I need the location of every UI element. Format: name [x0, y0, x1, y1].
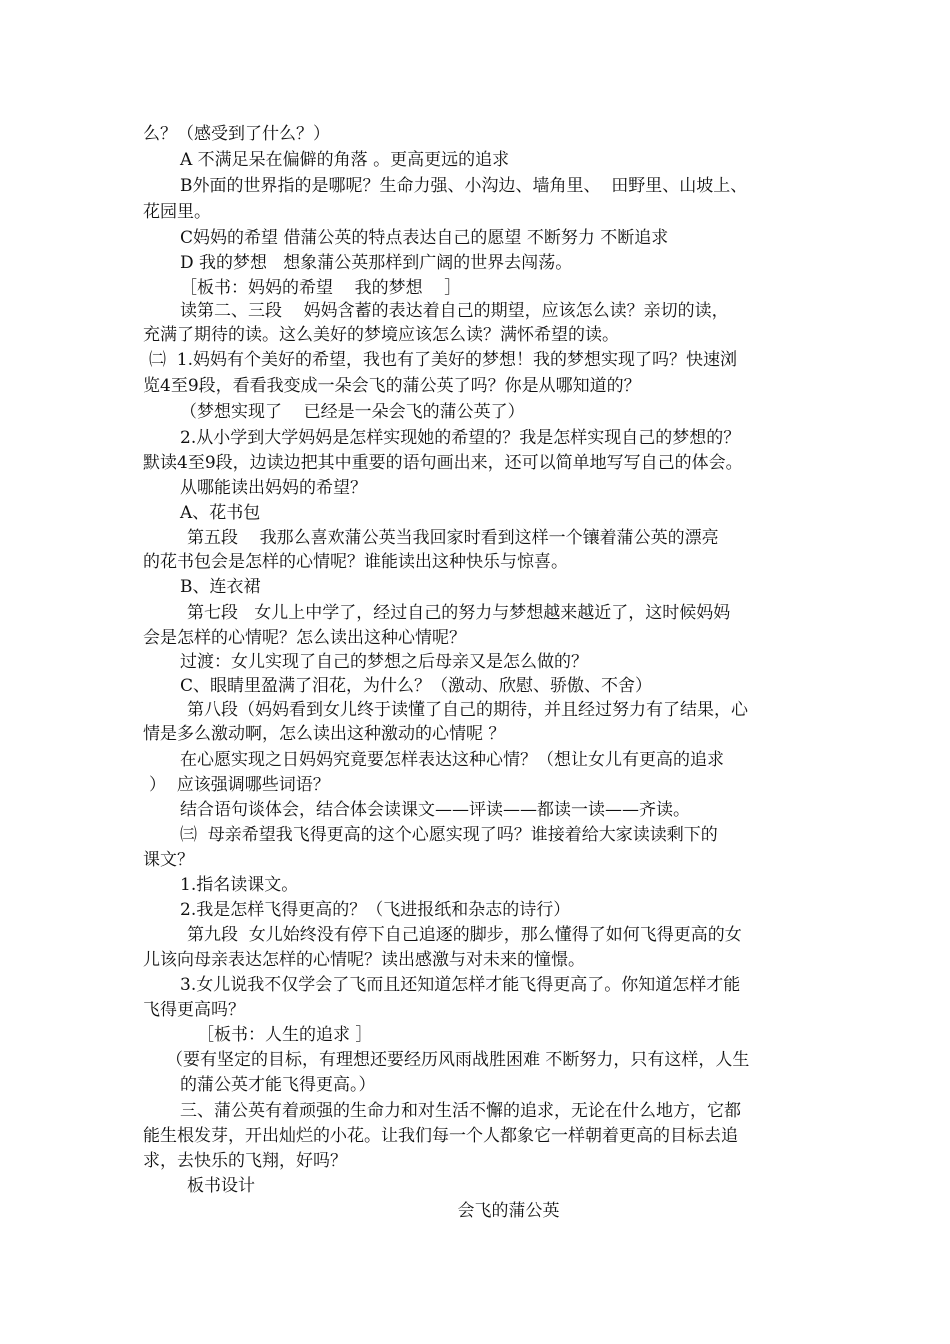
text-line: 3.女儿说我不仅学会了飞而且还知道怎样才能飞得更高了。你知道怎样才能 [180, 975, 741, 995]
text-line: 默读4至9段，边读边把其中重要的语句画出来，还可以简单地写写自己的体会。 [143, 453, 743, 473]
text-line: 儿该向母亲表达怎样的心情呢？读出感激与对未来的憧憬。 [143, 950, 585, 970]
text-line: 2.从小学到大学妈妈是怎样实现她的希望的？我是怎样实现自己的梦想的？ [180, 428, 741, 448]
text-line: C、眼睛里盈满了泪花，为什么？（激动、欣慰、骄傲、不舍） [180, 676, 653, 696]
text-line: D 我的梦想 想象蒲公英那样到广阔的世界去闯荡。 [180, 253, 573, 273]
text-line: 第五段 我那么喜欢蒲公英当我回家时看到这样一个镶着蒲公英的漂亮 [187, 528, 719, 548]
text-line: 第七段 女儿上中学了，经过自己的努力与梦想越来越近了，这时候妈妈 [187, 603, 731, 623]
text-line: 三、蒲公英有着顽强的生命力和对生活不懈的追求，无论在什么地方，它都 [180, 1101, 741, 1121]
board-note: ［板书：妈妈的希望 我的梦想 ］ [180, 278, 462, 298]
text-line: ） 应该强调哪些词语？ [149, 775, 330, 795]
text-line: （要有坚定的目标，有理想还要经历风雨战胜困难 不断努力，只有这样，人生 [166, 1050, 750, 1070]
text-line: （梦想实现了 已经是一朵会飞的蒲公英了） [180, 402, 525, 422]
text-line: 览4至9段，看看我变成一朵会飞的蒲公英了吗？你是从哪知道的？ [143, 376, 641, 396]
text-line: 1.指名读课文。 [180, 875, 299, 895]
text-line: 课文？ [143, 850, 194, 870]
text-line: A、花书包 [180, 503, 261, 523]
text-line: 第九段 女儿始终没有停下自己追逐的脚步，那么懂得了如何飞得更高的女 [187, 925, 742, 945]
text-line: 在心愿实现之日妈妈究竟要怎样表达这种心情？（想让女儿有更高的追求 [180, 750, 724, 770]
text-line: 的蒲公英才能飞得更高。） [180, 1075, 376, 1095]
text-line: 么？（感受到了什么？） [143, 124, 330, 144]
text-line: B、连衣裙 [180, 577, 261, 597]
text-line: 第八段（妈妈看到女儿终于读懂了自己的期待，并且经过努力有了结果，心 [187, 700, 748, 720]
text-line: 花园里。 [143, 202, 211, 222]
text-line: 会是怎样的心情呢？怎么读出这种心情呢？ [143, 628, 466, 648]
text-line: 充满了期待的读。这么美好的梦境应该怎么读？满怀希望的读。 [143, 325, 619, 345]
text-line: 能生根发芽，开出灿烂的小花。让我们每一个人都象它一样朝着更高的目标去追 [143, 1126, 738, 1146]
board-design-heading: 板书设计 [187, 1176, 255, 1196]
section-heading: ㈢ 母亲希望我飞得更高的这个心愿实现了吗？谁接着给大家读读剩下的 [180, 825, 718, 845]
text-line: 从哪能读出妈妈的希望？ [180, 478, 367, 498]
text-line: 飞得更高吗？ [143, 1000, 245, 1020]
text-line: B外面的世界指的是哪呢？生命力强、小沟边、墙角里、 田野里、山坡上、 [180, 176, 748, 196]
text-line: 的花书包会是怎样的心情呢？谁能读出这种快乐与惊喜。 [143, 552, 568, 572]
text-line: C妈妈的希望 借蒲公英的特点表达自己的愿望 不断努力 不断追求 [180, 228, 669, 248]
text-line: 2.我是怎样飞得更高的？（飞进报纸和杂志的诗行） [180, 900, 571, 920]
text-line: 过渡：女儿实现了自己的梦想之后母亲又是怎么做的？ [180, 652, 588, 672]
text-line: 读第二、三段 妈妈含蓄的表达着自己的期望，应该怎么读？亲切的读， [180, 301, 729, 321]
board-design-title: 会飞的蒲公英 [457, 1201, 560, 1221]
text-line: 求，去快乐的飞翔，好吗？ [143, 1151, 347, 1171]
text-line: 结合语句谈体会，结合体会读课文——评读——都读一读——齐读。 [180, 800, 690, 820]
board-note: ［板书：人生的追求 ］ [197, 1025, 373, 1045]
section-heading: ㈡ 1.妈妈有个美好的希望，我也有了美好的梦想！我的梦想实现了吗？快速浏 [149, 350, 738, 370]
text-line: 情是多么激动啊，怎么读出这种激动的心情呢 ？ [143, 724, 506, 744]
text-line: A 不满足呆在偏僻的角落 。更高更远的追求 [180, 150, 510, 170]
